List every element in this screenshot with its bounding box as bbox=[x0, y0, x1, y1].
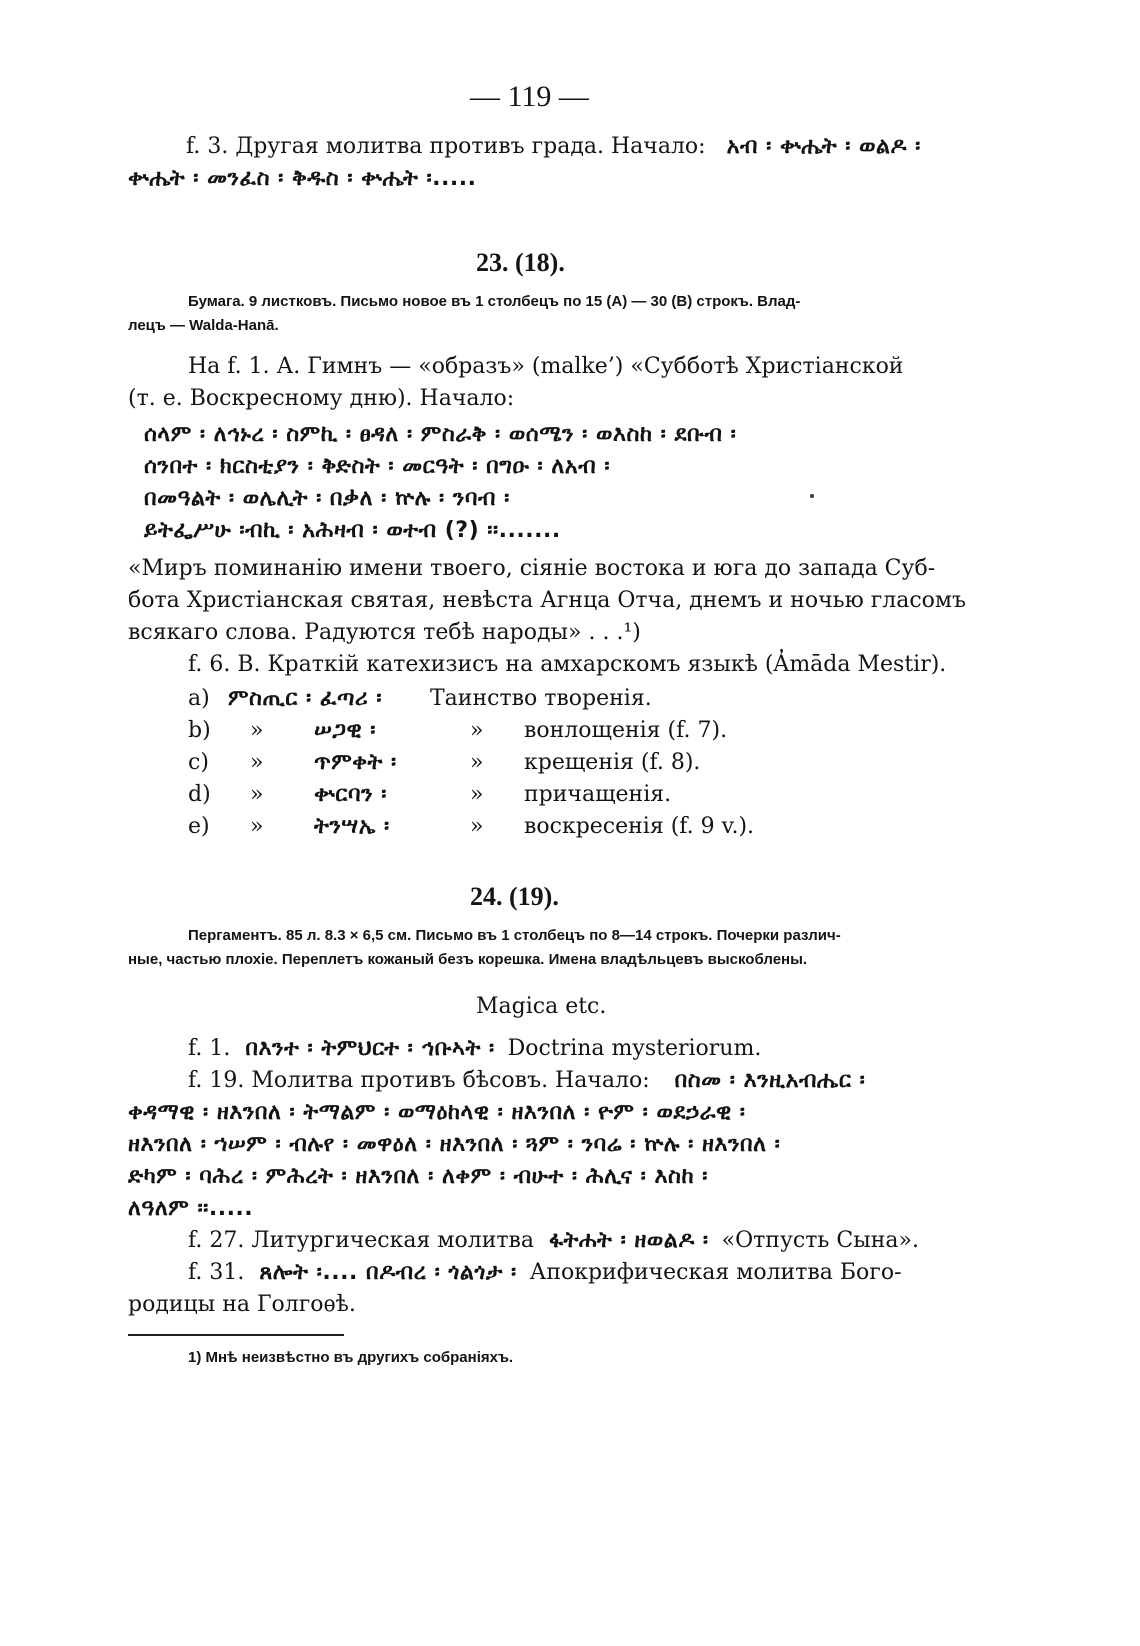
row-russian: крещенія (f. 8). bbox=[524, 750, 701, 775]
f27-text: f. 27. Литургическая молитва bbox=[188, 1228, 535, 1253]
section-24-subtitle: Magica etc. bbox=[476, 994, 607, 1019]
row-letter: a) bbox=[188, 686, 210, 711]
row-russian: Таинство творенія. bbox=[430, 686, 652, 711]
row-russian: вонлощенія (f. 7). bbox=[524, 718, 728, 743]
hymn-ethiopic-1: ሰላም ፡ ለኅኑረ ፡ ስምኪ ፡ ፀዳለ ፡ ምስራቅ ፡ ወሰሜን ፡ ወእስከ ፡ ደቡብ ፡ bbox=[144, 422, 737, 447]
f19-text: f. 19. Молитва противъ бѣсовъ. Начало: bbox=[188, 1068, 650, 1093]
f31-text: Апокрифическая молитва Бого- bbox=[529, 1260, 902, 1285]
footnote: 1) Мнѣ неизвѣстно въ другихъ собраніяхъ. bbox=[188, 1349, 514, 1366]
ditto-mark: » bbox=[250, 718, 264, 743]
row-letter: e) bbox=[188, 814, 210, 839]
f1-prefix: f. 1. bbox=[188, 1036, 231, 1061]
f19-ethiopic-3: ድካም ፡ ባሕረ ፡ ምሕረት ፡ ዘእንበለ ፡ ለቀም ፡ ብሁተ ፡ ሕሊና ፡ እስከ ፡ bbox=[128, 1164, 708, 1189]
section-24-heading: 24. (19). bbox=[470, 882, 559, 911]
ditto-mark: » bbox=[250, 750, 264, 775]
hymn-ethiopic-3: በመዓልት ፡ ወሌሊት ፡ በቃለ ፡ ኵሉ ፡ ንባብ ፡ bbox=[144, 486, 510, 511]
translation-line-3: всякаго слова. Радуются тебѣ народы» . . .¹) bbox=[128, 620, 641, 645]
f19-line bbox=[188, 1070, 865, 1092]
page-number: — 119 — bbox=[470, 80, 589, 113]
section-24-desc-1: Пергаментъ. 85 л. 8.3 × 6,5 см. Письмо въ 1 столбецъ по 8—14 строкъ. Почерки различ- bbox=[188, 927, 841, 944]
f1-latin: Doctrina mysteriorum. bbox=[507, 1036, 762, 1061]
f27-translation: «Отпусть Сына». bbox=[721, 1228, 919, 1253]
row-ethiopic: ትንሣኤ ፡ bbox=[314, 814, 390, 839]
translation-line-2: бота Христіанская святая, невѣста Агнца Отча, днемъ и ночью гласомъ bbox=[128, 588, 967, 613]
f3-text: f. 3. Другая молитва противъ града. Начало: bbox=[186, 134, 706, 159]
ditto-mark: » bbox=[470, 782, 484, 807]
f1-ethiopic: በእንተ ፡ ትምህርተ ፡ ኅቡኣት ፡ bbox=[245, 1036, 495, 1061]
ditto-mark: » bbox=[250, 814, 264, 839]
section-24-desc-2: ные, частью плохіе. Переплетъ кожаный безъ корешка. Имена владѣльцевъ выскоблены. bbox=[128, 951, 808, 968]
f19-ethiopic: በስመ ፡ እንዚአብሔር ፡ bbox=[674, 1068, 866, 1093]
ink-speck bbox=[810, 494, 814, 498]
ditto-mark: » bbox=[470, 750, 484, 775]
ditto-mark: » bbox=[470, 718, 484, 743]
row-letter: b) bbox=[188, 718, 211, 743]
section-23-desc-2: лецъ — Walda-Hanā. bbox=[128, 317, 279, 334]
catechism-title: f. 6. В. Краткій катехизисъ на амхарскомъ языкѣ (A̓māda Mestir). bbox=[188, 652, 947, 677]
hymn-line-2: (т. е. Воскресному дню). Начало: bbox=[128, 386, 515, 411]
f31-line bbox=[188, 1262, 902, 1284]
f19-ethiopic-2: ዘእንበለ ፡ ኀሠም ፡ ብሉየ ፡ መዋዕለ ፡ ዘእንበለ ፡ ጓም ፡ ንባሬ ፡ ኵሉ ፡ ዘእንበለ ፡ bbox=[128, 1132, 781, 1157]
f3-ethiopic-1: አብ ፡ ቍሔት ፡ ወልዶ ፡ bbox=[726, 134, 921, 159]
row-ethiopic: ጥምቀት ፡ bbox=[314, 750, 397, 775]
section-23-desc-1: Бумага. 9 листковъ. Письмо новое въ 1 столбецъ по 15 (A) — 30 (B) строкъ. Влад- bbox=[188, 293, 801, 310]
f3-ethiopic-2: ቍሔት ፡ መንፈስ ፡ ቅዱስ ፡ ቍሔት ፡..... bbox=[128, 166, 477, 191]
hymn-ethiopic-4: ይትፌሥሁ ፡ብኪ ፡ አሕዛብ ፡ ወተብ (?) ፡፡....... bbox=[144, 518, 561, 543]
f31-line-2: родицы на Голгоѳѣ. bbox=[128, 1292, 356, 1317]
section-23-heading: 23. (18). bbox=[476, 248, 565, 277]
row-russian: воскресенія (f. 9 v.). bbox=[524, 814, 755, 839]
translation-line-1: «Миръ поминанію имени твоего, сіяніе востока и юга до запада Суб- bbox=[128, 556, 936, 581]
row-letter: d) bbox=[188, 782, 211, 807]
ditto-mark: » bbox=[470, 814, 484, 839]
f3-line1 bbox=[186, 136, 921, 158]
f31-ethiopic: ጸሎት ፡.... በዶብረ ፡ ጎልጎታ ፡ bbox=[259, 1260, 517, 1285]
footnote-rule bbox=[128, 1334, 344, 1336]
row-russian: причащенія. bbox=[524, 782, 672, 807]
row-ethiopic: ምስጢር ፡ ፈጣሪ ፡ bbox=[228, 686, 383, 711]
row-ethiopic: ቍርባን ፡ bbox=[314, 782, 387, 807]
row-letter: c) bbox=[188, 750, 209, 775]
f27-ethiopic: ፋትሐት ፡ ዘወልዶ ፡ bbox=[549, 1228, 709, 1253]
f1-line bbox=[188, 1038, 761, 1060]
f27-line bbox=[188, 1230, 919, 1252]
f19-ethiopic-1: ቀዳማዊ ፡ ዘእንበለ ፡ ትማልም ፡ ወማዕከላዊ ፡ ዘእንበለ ፡ ዮም ፡ ወደኃራዊ ፡ bbox=[128, 1100, 746, 1125]
ditto-mark: » bbox=[250, 782, 264, 807]
hymn-line-1: На f. 1. А. Гимнъ — «образъ» (malke’) «Субботѣ Христіанской bbox=[188, 354, 904, 379]
row-ethiopic: ሠጋዊ ፡ bbox=[314, 718, 376, 743]
f19-ethiopic-4: ለዓለም ፡፡..... bbox=[128, 1196, 254, 1221]
hymn-ethiopic-2: ሰንበተ ፡ ክርስቲያን ፡ ቅድስት ፡ መርዓት ፡ በግዑ ፡ ለአብ ፡ bbox=[144, 454, 611, 479]
f31-prefix: f. 31. bbox=[188, 1260, 245, 1285]
